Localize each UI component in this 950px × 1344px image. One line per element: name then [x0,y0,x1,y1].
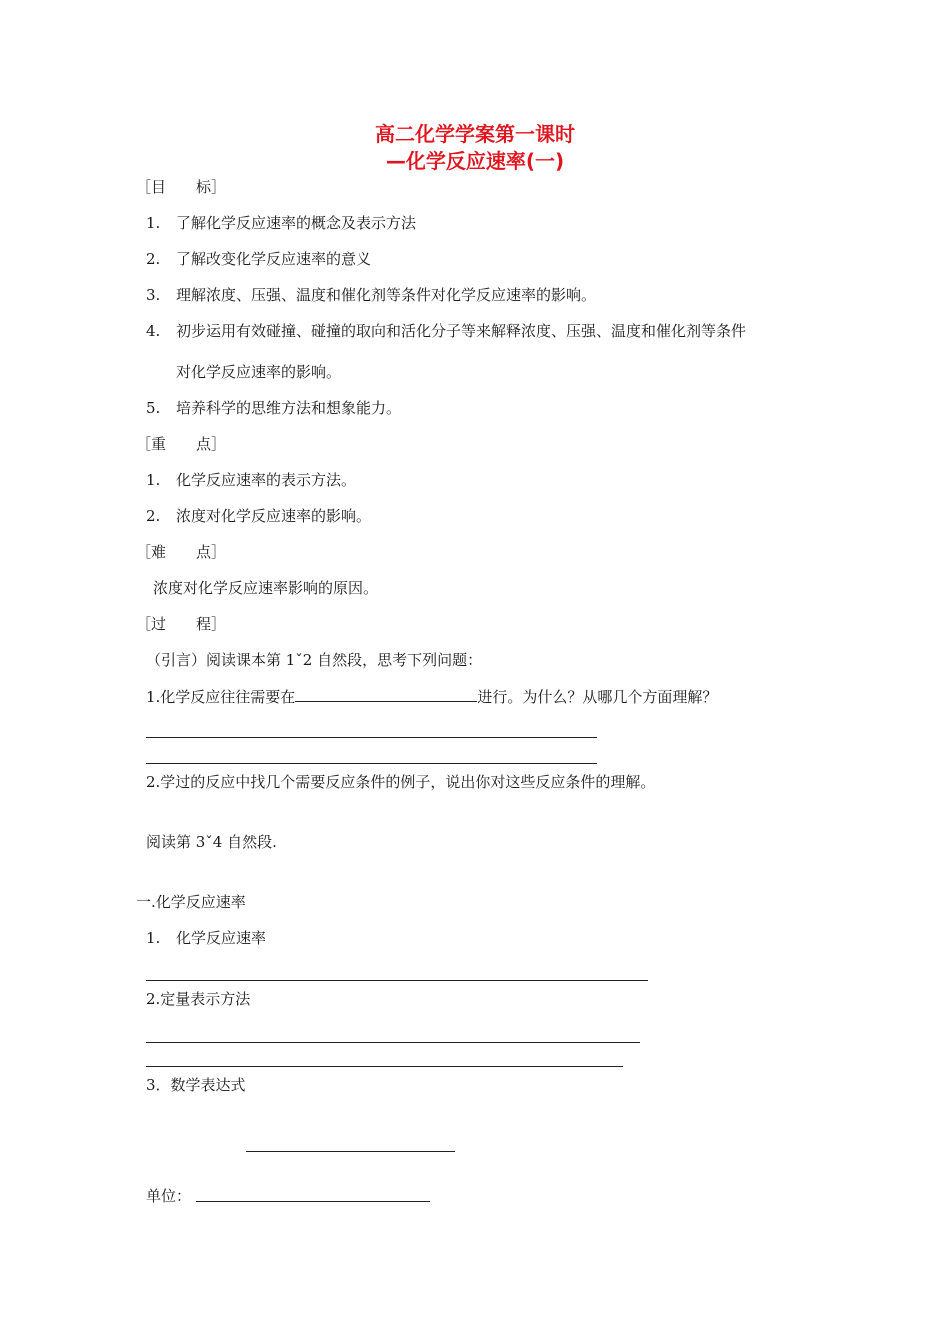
key-point-2-text: 浓度对化学反应速率的影响。 [176,507,372,525]
goal-4-number: 4. [146,322,161,340]
goal-5-text: 培养科学的思维方法和想象能力。 [176,399,402,417]
question-1-after: 进行。为什么？从哪几个方面理解？ [477,688,718,706]
page-subtitle: —化学反应速率(一) [385,149,565,173]
reading-instruction: 阅读第 3ˇ4 自然段. [146,833,277,851]
key-point-1-number: 1. [146,471,161,489]
page-title: 高二化学学案第一课时 [375,122,575,146]
formula-answer-line[interactable] [246,1151,455,1152]
section-process-heading: ［过 程］ [136,615,227,633]
goal-1-number: 1. [146,214,161,232]
section-difficulties-heading: ［难 点］ [136,543,227,561]
answer-line-q1-2[interactable] [146,763,597,764]
answer-line-item-2-1[interactable] [146,1042,640,1043]
goal-2-number: 2. [146,250,161,268]
unit-answer-line[interactable] [196,1201,430,1202]
key-point-1-text: 化学反应速率的表示方法。 [176,471,357,489]
item-3: 3．数学表达式 [146,1076,246,1094]
question-1-before: 1.化学反应往往需要在 [146,688,296,706]
goal-2-text: 了解改变化学反应速率的意义 [176,250,372,268]
question-1-blank[interactable] [295,687,477,702]
answer-line-q1-1[interactable] [146,737,597,738]
section-key-points-heading: ［重 点］ [136,435,227,453]
goal-4-text-continued: 对化学反应速率的影响。 [176,363,342,381]
goal-3-number: 3. [146,286,161,304]
item-1-text: 化学反应速率 [176,929,267,947]
goal-3-text: 理解浓度、压强、温度和催化剂等条件对化学反应速率的影响。 [176,286,597,304]
unit-label: 单位： [146,1187,192,1205]
process-intro: （引言）阅读课本第 1ˇ2 自然段，思考下列问题： [146,651,483,669]
goal-4-text: 初步运用有效碰撞、碰撞的取向和活化分子等来解释浓度、压强、温度和催化剂等条件 [176,322,747,340]
difficulty-text: 浓度对化学反应速率影响的原因。 [153,579,379,597]
answer-line-item-1[interactable] [146,980,648,981]
section-goals-heading: ［目 标］ [136,178,227,196]
question-2: 2.学过的反应中找几个需要反应条件的例子，说出你对这些反应条件的理解。 [146,773,656,791]
goal-1-text: 了解化学反应速率的概念及表示方法 [176,214,417,232]
answer-line-item-2-2[interactable] [146,1066,623,1067]
key-point-2-number: 2. [146,507,161,525]
item-2: 2.定量表示方法 [146,990,251,1008]
part-1-heading: 一.化学反应速率 [136,893,246,911]
item-1-number: 1. [146,929,161,947]
question-1 [146,687,717,706]
goal-5-number: 5. [146,399,161,417]
